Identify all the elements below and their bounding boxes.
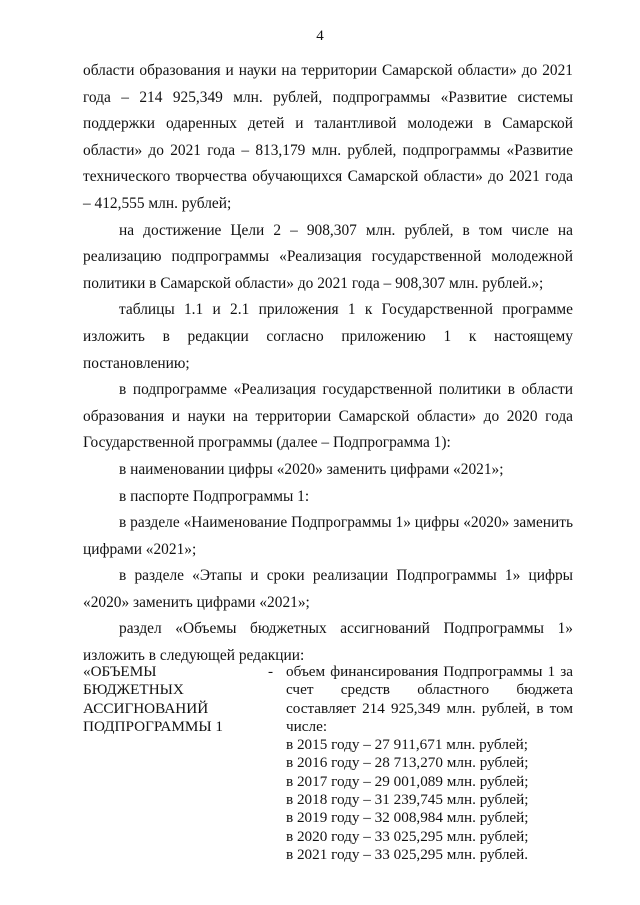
allocation-heading-line: ПОДПРОГРАММЫ 1 xyxy=(83,717,224,735)
paragraph: раздел «Объемы бюджетных ассигнований Подпрограммы 1» изложить в следующей редакции: xyxy=(83,620,573,665)
paragraph: в разделе «Этапы и сроки реализации Подпрограммы 1» цифры «2020» заменить цифрами «2021»; xyxy=(83,567,573,611)
allocation-year-item: в 2018 году – 31 239,745 млн. рублей; xyxy=(286,791,529,809)
allocation-dash: - xyxy=(268,663,274,680)
allocation-year-item: в 2017 году – 29 001,089 млн. рублей; xyxy=(286,772,529,790)
page-number: 4 xyxy=(316,28,324,44)
allocation-year-item: в 2020 году – 33 025,295 млн. рублей; xyxy=(286,827,529,845)
allocation-heading-line: «ОБЪЕМЫ xyxy=(83,663,157,680)
allocation-year-item: в 2015 году – 27 911,671 млн. рублей; xyxy=(286,736,528,754)
allocation-year-list xyxy=(286,736,573,864)
paragraph: таблицы 1.1 и 2.1 приложения 1 к Государственной программе изложить в редакции согласно приложению 1 к настоящему постановлению; xyxy=(83,301,573,372)
allocation-year-item: в 2016 году – 28 713,270 млн. рублей; xyxy=(286,754,529,772)
allocation-intro: объем финансирования Подпрограммы 1 за счет средств областного бюджета составляет 214 925,349 млн. рублей, в том числе: xyxy=(286,663,573,735)
allocation-heading xyxy=(83,663,253,736)
allocation-year-item: в 2021 году – 33 025,295 млн. рублей. xyxy=(286,845,529,863)
document-body xyxy=(83,58,573,670)
allocation-year-item: в 2019 году – 32 008,984 млн. рублей; xyxy=(286,809,529,827)
allocation-heading-line: АССИГНОВАНИЙ xyxy=(83,699,209,717)
paragraph: в разделе «Наименование Подпрограммы 1» цифры «2020» заменить цифрами «2021»; xyxy=(83,514,573,558)
paragraph: в подпрограмме «Реализация государственной политики в области образования и науки на территории Самарской области» до 2020 года Государственной программы (далее – Подпрограмма 1): xyxy=(83,381,573,452)
allocation-details xyxy=(286,663,573,864)
allocation-heading-line: БЮДЖЕТНЫХ xyxy=(83,681,184,699)
paragraph: в паспорте Подпрограммы 1: xyxy=(119,487,310,505)
paragraph: на достижение Цели 2 – 908,307 млн. рублей, в том числе на реализацию подпрограммы «Реализация государственной молодежной политики в Самарской области» до 2021 года – 908,307 млн. рублей.»; xyxy=(83,221,573,292)
paragraph: области образования и науки на территории Самарской области» до 2021 года – 214 925,349 млн. рублей, подпрограммы «Развитие системы поддержки одаренных детей и талантливой молодежи в Самарской области» до 2021 года – 813,179 млн. рублей, подпрограммы «Развитие технического творчества обучающихся Самарской области» до 2021 года – 412,555 млн. рублей; xyxy=(83,62,573,212)
paragraph: в наименовании цифры «2020» заменить цифрами «2021»; xyxy=(119,460,504,478)
